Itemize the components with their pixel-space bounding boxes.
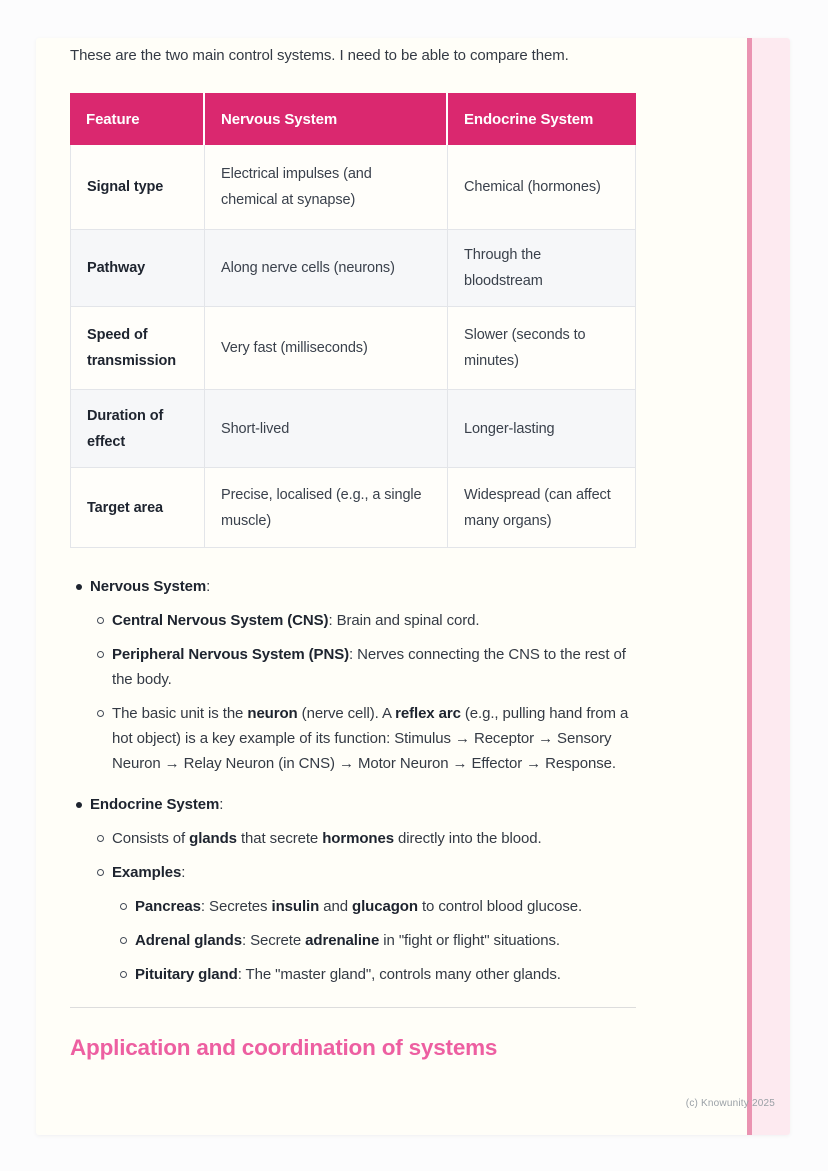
column-header-nervous-system: Nervous System <box>205 93 448 145</box>
cell-nervous: Along nerve cells (neurons) <box>205 230 448 307</box>
note-nervous-system <box>70 574 642 776</box>
cell-endocrine: Chemical (hormones) <box>448 145 636 230</box>
page-content <box>70 38 775 1061</box>
note-pituitary-gland <box>135 962 642 987</box>
cell-endocrine: Through the bloodstream <box>448 230 636 307</box>
notes-list <box>70 574 642 987</box>
section-divider <box>70 1007 636 1008</box>
cell-nervous: Precise, localised (e.g., a single muscle) <box>205 468 448 548</box>
cell-feature: Target area <box>70 468 205 548</box>
note-pns <box>112 642 642 692</box>
column-header-endocrine-system: Endocrine System <box>448 93 636 145</box>
note-text: Pancreas: Secretes insulin and glucagon to control blood glucose. <box>135 898 583 915</box>
table-header-row <box>70 93 636 145</box>
cell-endocrine: Slower (seconds to minutes) <box>448 307 636 390</box>
note-text: Adrenal glands: Secrete adrenaline in "fight or flight" situations. <box>135 932 560 949</box>
note-text: Peripheral Nervous System (PNS): Nerves connecting the CNS to the rest of the body. <box>112 646 626 688</box>
intro-paragraph: These are the two main control systems. I need to be able to compare them. <box>70 47 569 64</box>
note-text: Pituitary gland: The "master gland", controls many other glands. <box>135 966 561 983</box>
table-row-pathway <box>70 230 636 307</box>
note-text: Consists of glands that secrete hormones directly into the blood. <box>112 830 542 847</box>
note-text: The basic unit is the neuron (nerve cell). A reflex arc (e.g., pulling hand from a hot object) is a key example of its function: Stimulus → Receptor → Sensory Neuron → Relay Neuron (in CNS) → Motor Neuron → Effector → Response. <box>112 705 629 772</box>
table-row-signal-type <box>70 145 636 230</box>
endocrine-sublist <box>112 826 642 987</box>
cell-nervous: Short-lived <box>205 390 448 468</box>
table-row-target-area <box>70 468 636 548</box>
cell-feature: Signal type <box>70 145 205 230</box>
comparison-table <box>70 93 636 548</box>
note-text: Nervous System: <box>90 578 211 595</box>
column-header-feature: Feature <box>70 93 205 145</box>
note-glands-hormones <box>112 826 642 851</box>
cell-feature: Speed of transmission <box>70 307 205 390</box>
note-cns <box>112 608 642 633</box>
cell-endocrine: Widespread (can affect many organs) <box>448 468 636 548</box>
examples-sublist <box>135 894 642 987</box>
table-row-duration <box>70 390 636 468</box>
note-text: Endocrine System: <box>90 796 224 813</box>
document-page <box>36 38 790 1135</box>
cell-nervous: Very fast (milliseconds) <box>205 307 448 390</box>
note-reflex-arc <box>112 701 642 776</box>
section-heading: Application and coordination of systems <box>70 1035 498 1060</box>
copyright-watermark: (c) Knowunity 2025 <box>685 1098 775 1109</box>
cell-nervous: Electrical impulses (and chemical at synapse) <box>205 145 448 230</box>
note-endocrine-system <box>70 792 642 987</box>
note-text: Examples: <box>112 864 186 881</box>
cell-endocrine: Longer-lasting <box>448 390 636 468</box>
cell-feature: Pathway <box>70 230 205 307</box>
note-pancreas <box>135 894 642 919</box>
note-text: Central Nervous System (CNS): Brain and spinal cord. <box>112 612 480 629</box>
cell-feature: Duration of effect <box>70 390 205 468</box>
table-row-speed <box>70 307 636 390</box>
note-examples <box>112 860 642 987</box>
note-adrenal-glands <box>135 928 642 953</box>
nervous-sublist <box>112 608 642 776</box>
